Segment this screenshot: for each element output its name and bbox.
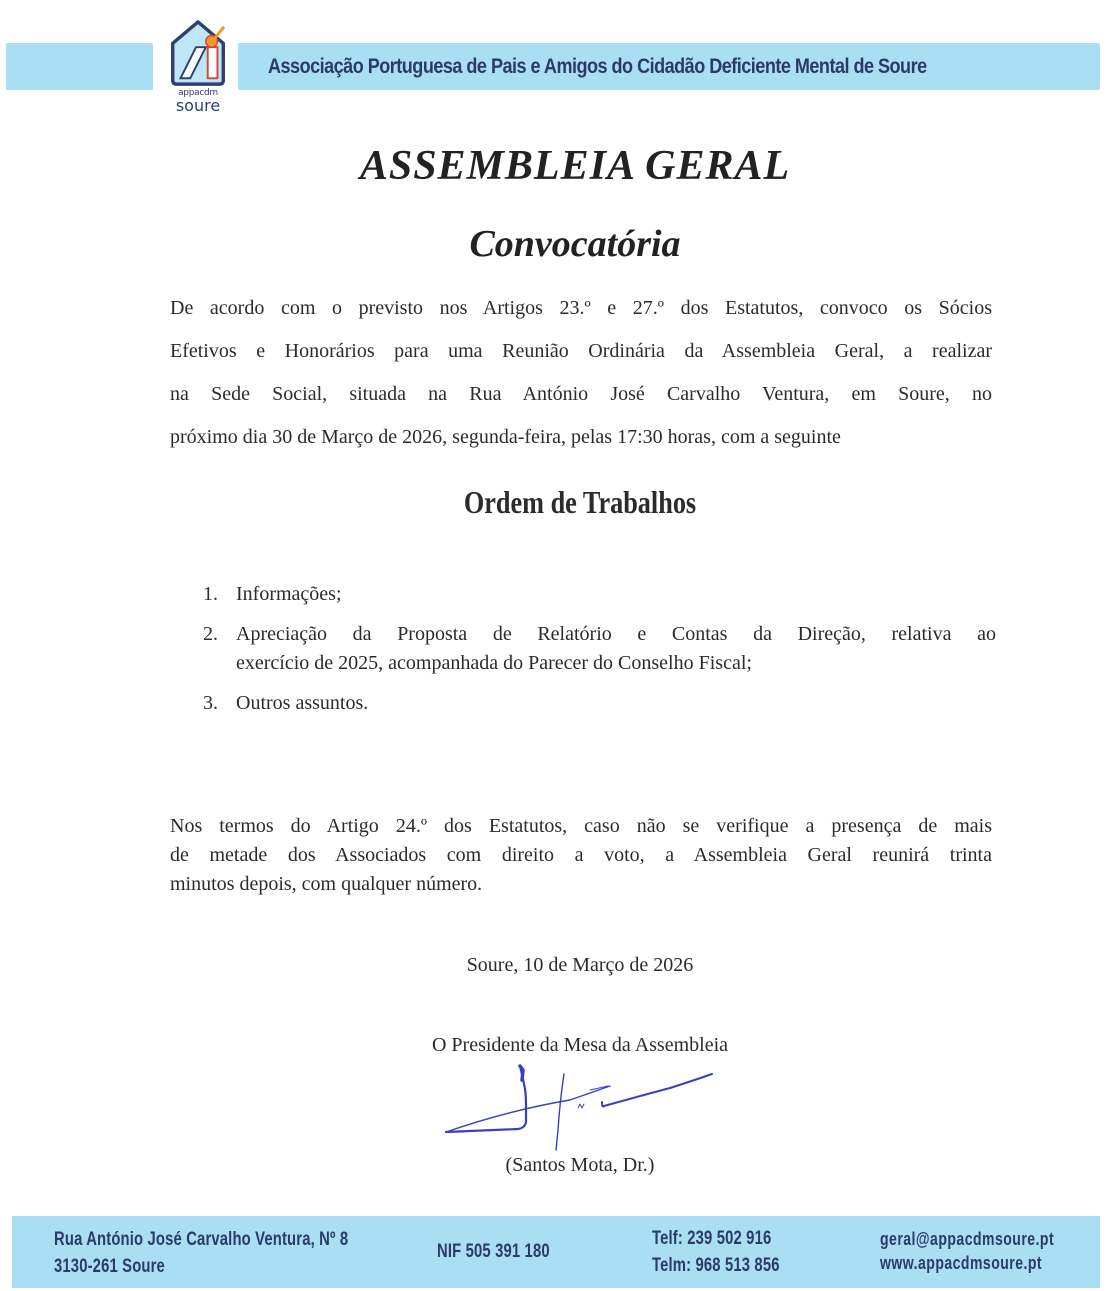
- signer-role: O Presidente da Mesa da Assembleia: [431, 1034, 729, 1056]
- agenda-item-number: 2.: [203, 623, 218, 645]
- signer-name: (Santos Mota, Dr.): [505, 1154, 655, 1176]
- logo-text-appacdm: appacdm: [178, 88, 218, 98]
- footer-nif: NIF 505 391 180: [437, 1241, 550, 1262]
- agenda-item: [200, 689, 996, 718]
- logo-text-soure: soure: [175, 96, 221, 115]
- footer-phones: [652, 1225, 862, 1279]
- house-logo-icon: [166, 18, 230, 88]
- agenda-item-text: Apreciação da Proposta de Relatório e Contas da Direção, relativa ao: [236, 623, 996, 645]
- address-line-2: 3130-261 Soure: [54, 1256, 165, 1277]
- email-link[interactable]: geral@appacdmsoure.pt: [880, 1229, 1055, 1249]
- mobile-number: Telm: 968 513 856: [652, 1255, 780, 1276]
- paragraph-line: minutos depois, com qualquer número.: [170, 873, 483, 895]
- agenda-item-text: exercício de 2025, acompanhada do Parecer do Conselho Fiscal;: [236, 652, 752, 674]
- phone-number: Telf: 239 502 916: [652, 1228, 772, 1249]
- header-bar: [238, 43, 1100, 90]
- agenda-item-text: Outros assuntos.: [236, 692, 369, 714]
- agenda-item-number: 1.: [203, 583, 218, 605]
- paragraph-line: Nos termos do Artigo 24.º dos Estatutos, caso não se verifique a presença de mais: [170, 815, 992, 837]
- address-line-1: Rua António José Carvalho Ventura, Nº 8: [54, 1229, 349, 1250]
- organization-logo: [166, 18, 230, 114]
- agenda-list: [200, 580, 996, 718]
- footer-address: [54, 1226, 414, 1280]
- agenda-title: Ordem de Trabalhos: [463, 484, 697, 520]
- paragraph-line: próximo dia 30 de Março de 2026, segunda-feira, pelas 17:30 horas, com a seguinte: [170, 426, 841, 448]
- footer-contacts: [880, 1227, 1095, 1275]
- header-bar-left: [6, 43, 153, 90]
- quorum-paragraph: [170, 812, 992, 899]
- agenda-item: [200, 620, 996, 678]
- handwritten-signature: [430, 1060, 720, 1160]
- paragraph-line: de metade dos Associados com direito a voto, a Assembleia Geral reunirá trinta: [170, 844, 992, 866]
- convocation-paragraph: [170, 287, 992, 459]
- paragraph-line: De acordo com o previsto nos Artigos 23.º e 27.º dos Estatutos, convoco os Sócios: [170, 297, 992, 319]
- document-title: ASSEMBLEIA GERAL: [359, 143, 791, 189]
- footer-nif-block: [437, 1238, 627, 1265]
- agenda-item-text: Informações;: [236, 583, 342, 605]
- place-date: Soure, 10 de Março de 2026: [466, 954, 694, 976]
- paragraph-line: Efetivos e Honorários para uma Reunião Ordinária da Assembleia Geral, a realizar: [170, 340, 992, 362]
- agenda-item: [200, 580, 996, 609]
- agenda-item-number: 3.: [203, 692, 218, 714]
- footer-bar: [12, 1216, 1100, 1288]
- document-subtitle: Convocatória: [469, 223, 681, 265]
- organization-name: Associação Portuguesa de Pais e Amigos do Cidadão Deficiente Mental de Soure: [268, 55, 927, 78]
- website-link[interactable]: www.appacdmsoure.pt: [880, 1253, 1043, 1273]
- paragraph-line: na Sede Social, situada na Rua António José Carvalho Ventura, em Soure, no: [170, 383, 992, 405]
